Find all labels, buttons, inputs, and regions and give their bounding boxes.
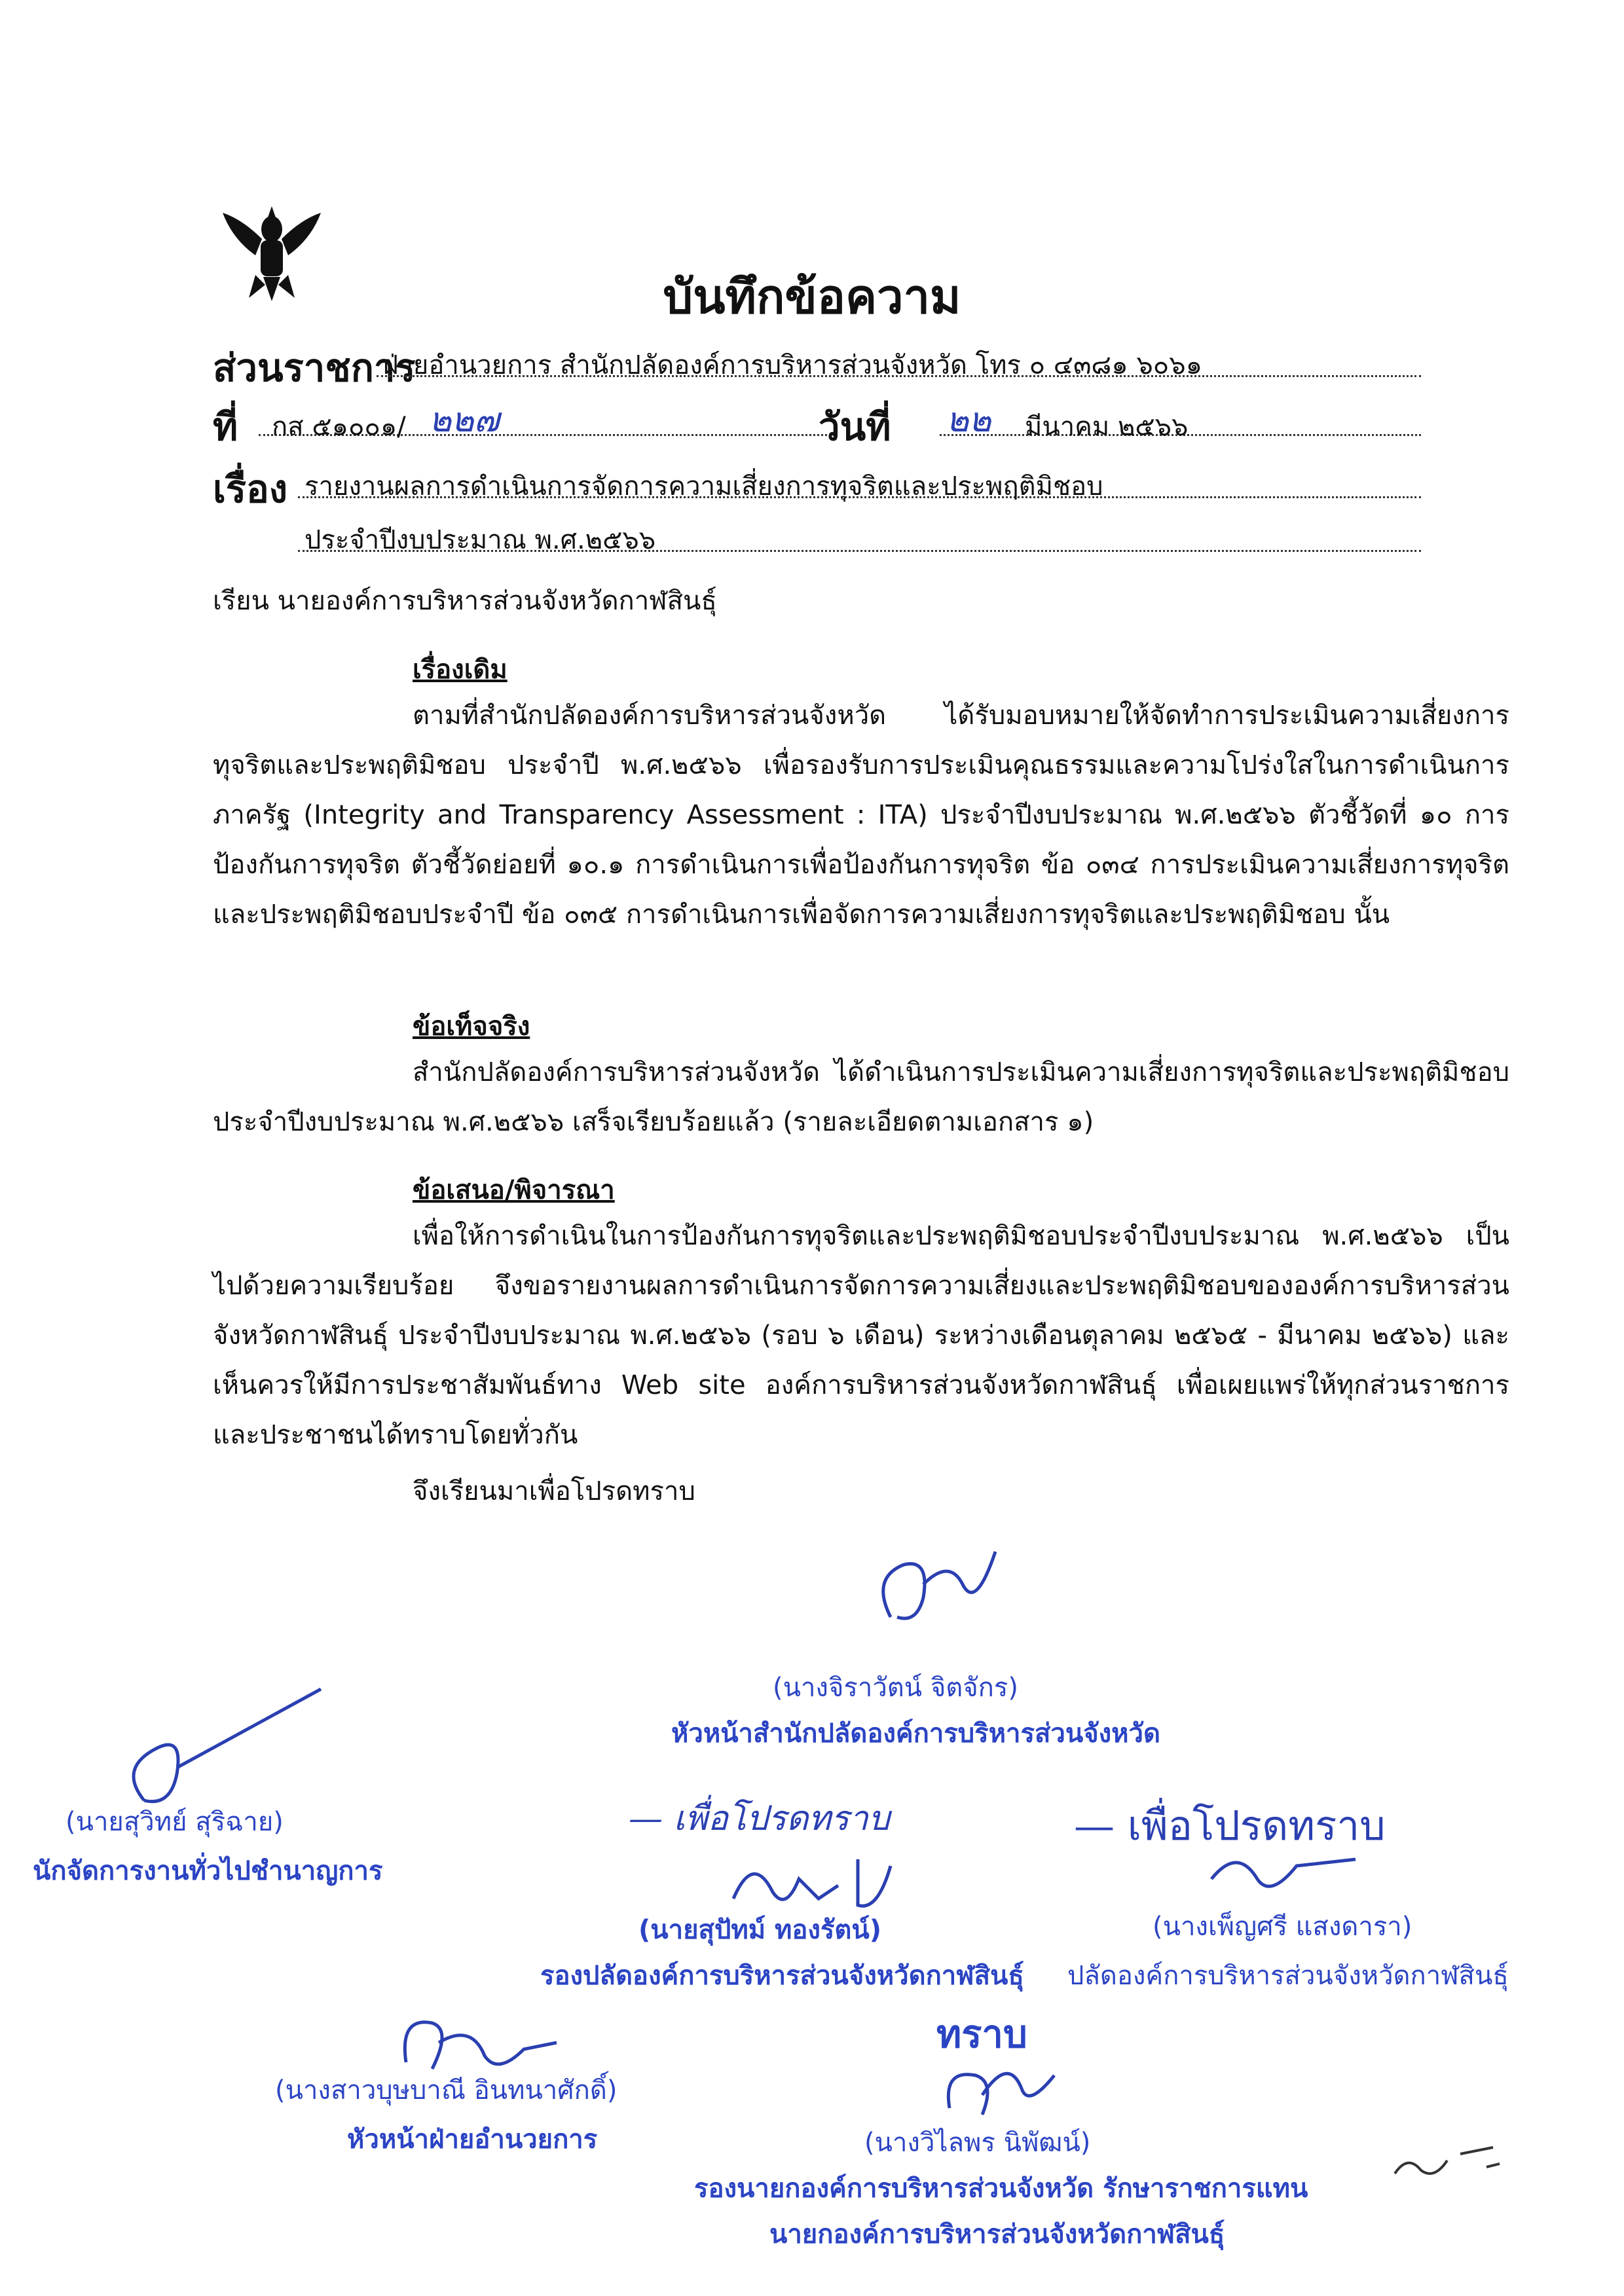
signature-vice (936, 2049, 1067, 2121)
closing: จึงเรียนมาเพื่อโปรดทราบ (413, 1476, 695, 1506)
signature-clerk (1198, 1840, 1369, 1899)
vice-title-2: นายกองค์การบริหารส่วนจังหวัดกาฬสินธุ์ (769, 2219, 1225, 2250)
agency-value: ฝ่ายอำนวยการ สำนักปลัดองค์การบริหารส่วนจังหวัด โทร ๐ ๔๓๘๑ ๖๐๖๑ (383, 350, 1202, 380)
ref-value: กส ๕๑๐๐๑/ (272, 412, 406, 442)
agency-label: ส่วนราชการ (213, 346, 416, 390)
signature-head-office (864, 1539, 1022, 1643)
salutation: เรียน นายองค์การบริหารส่วนจังหวัดกาฬสินธุ์ (213, 586, 717, 616)
head-office-title: หัวหน้าสำนักปลัดองค์การบริหารส่วนจังหวัด (671, 1719, 1160, 1749)
background-heading: เรื่องเดิม (413, 655, 507, 685)
deputy-title: รองปลัดองค์การบริหารส่วนจังหวัดกาฬสินธุ์ (540, 1961, 1024, 1991)
admin-title: หัวหน้าฝ่ายอำนวยการ (347, 2124, 598, 2155)
ack-label: ทราบ (936, 2012, 1027, 2056)
signature-deputy (727, 1846, 910, 1918)
background-paragraph: ตามที่สำนักปลัดองค์การบริหารส่วนจังหวัด ได้รับมอบหมายให้จัดทำการประเมินความเสี่ยงการทุจริตและประพฤติมิชอบ ประจำปี พ.ศ.๒๕๖๖ เพื่อรองรับการประเมินคุณธรรมและความโปร่งใสในการดำเนินการภาครัฐ (Integrity and Transparency Assessment : ITA) ประจำปีงบประมาณ พ.ศ.๒๕๖๖ ตัวชี้วัดที่ ๑๐ การป้องกันการทุจริต ตัวชี้วัดย่อยที่ ๑๐.๑ การดำเนินการเพื่อป้องกันการทุจริต ข้อ ๐๓๔ การประเมินความเสี่ยงการทุจริตและประพฤติมิชอบประจำปี ข้อ ๐๓๕ การดำเนินการเพื่อจัดการความเสี่ยงการทุจริตและประพฤติมิชอบ นั้น (213, 701, 1509, 930)
head-office-name: (นางจิราวัตน์ จิตจักร) (773, 1673, 1018, 1703)
clerk-name: (นางเพ็ญศรี แสงดารา) (1153, 1912, 1412, 1942)
date-label: วันที่ (819, 405, 891, 449)
vice-name: (นางวิไลพร นิพัฒน์) (864, 2128, 1091, 2158)
ref-row (213, 396, 1421, 449)
initial-mark (1388, 2134, 1506, 2187)
subject-line-1: รายงานผลการดำเนินการจัดการความเสี่ยงการทุจริตและประพฤติมิชอบ (304, 471, 1103, 501)
background-text (213, 691, 1509, 939)
proposal-paragraph: เพื่อให้การดำเนินในการป้องกันการทุจริตและประพฤติมิชอบประจำปีงบประมาณ พ.ศ.๒๕๖๖ เป็นไปด้วยความเรียบร้อย จึงขอรายงานผลการดำเนินการจัดการความเสี่ยงและประพฤติมิชอบขององค์การบริหารส่วนจังหวัดกาฬสินธุ์ ประจำปีงบประมาณ พ.ศ.๒๕๖๖ (รอบ ๖ เดือน) ระหว่างเดือนตุลาคม ๒๕๖๕ - มีนาคม ๒๕๖๖) และเห็นควรให้มีการประชาสัมพันธ์ทาง Web site องค์การบริหารส่วนจังหวัดกาฬสินธุ์ เพื่อเผยแพร่ให้ทุกส่วนราชการและประชาชนได้ทราบโดยทั่วกัน (213, 1221, 1509, 1450)
page-title: บันทึกข้อความ (663, 269, 961, 324)
date-value: มีนาคม ๒๕๖๖ (1025, 412, 1189, 442)
subject-label: เรื่อง (213, 467, 288, 511)
clerk-title: ปลัดองค์การบริหารส่วนจังหวัดกาฬสินธุ์ (1067, 1961, 1509, 1991)
note-right: — เพื่อโปรดทราบ (1074, 1802, 1386, 1850)
note-right-text: เพื่อโปรดทราบ (1127, 1802, 1386, 1850)
proposal-text (213, 1211, 1509, 1460)
facts-heading: ข้อเท็จจริง (413, 1011, 530, 1042)
ref-label: ที่ (213, 405, 238, 449)
note-left: — เพื่อโปรดทราบ (629, 1799, 890, 1838)
proposal-heading: ข้อเสนอ/พิจารณา (413, 1175, 615, 1205)
date-day: ๒๒ (946, 401, 991, 440)
subject-line-2: ประจำปีงบประมาณ พ.ศ.๒๕๖๖ (304, 525, 656, 555)
facts-text (213, 1048, 1509, 1147)
note-left-text: เพื่อโปรดทราบ (673, 1799, 890, 1838)
admin-name: (นางสาวบุษบาณี อินทนาศักดิ์) (275, 2075, 618, 2105)
facts-paragraph: สำนักปลัดองค์การบริหารส่วนจังหวัด ได้ดำเนินการประเมินความเสี่ยงการทุจริตและประพฤติมิชอบประจำปีงบประมาณ พ.ศ.๒๕๖๖ เสร็จเรียบร้อยแล้ว (รายละเอียดตามเอกสาร ๑) (213, 1057, 1509, 1137)
vice-title-1: รองนายกองค์การบริหารส่วนจังหวัด รักษาราชการแทน (694, 2174, 1308, 2204)
officer-title: นักจัดการงานทั่วไปชำนาญการ (33, 1856, 383, 1886)
subject-row (213, 458, 1421, 556)
officer-name: (นายสุวิทย์ สุริฉาย) (65, 1807, 284, 1837)
agency-row (213, 337, 1421, 390)
signature-officer (105, 1676, 341, 1813)
deputy-name: (นายสุปัทม์ ทองรัตน์) (638, 1915, 881, 1945)
ref-number: ๒๒๗ (429, 401, 500, 440)
